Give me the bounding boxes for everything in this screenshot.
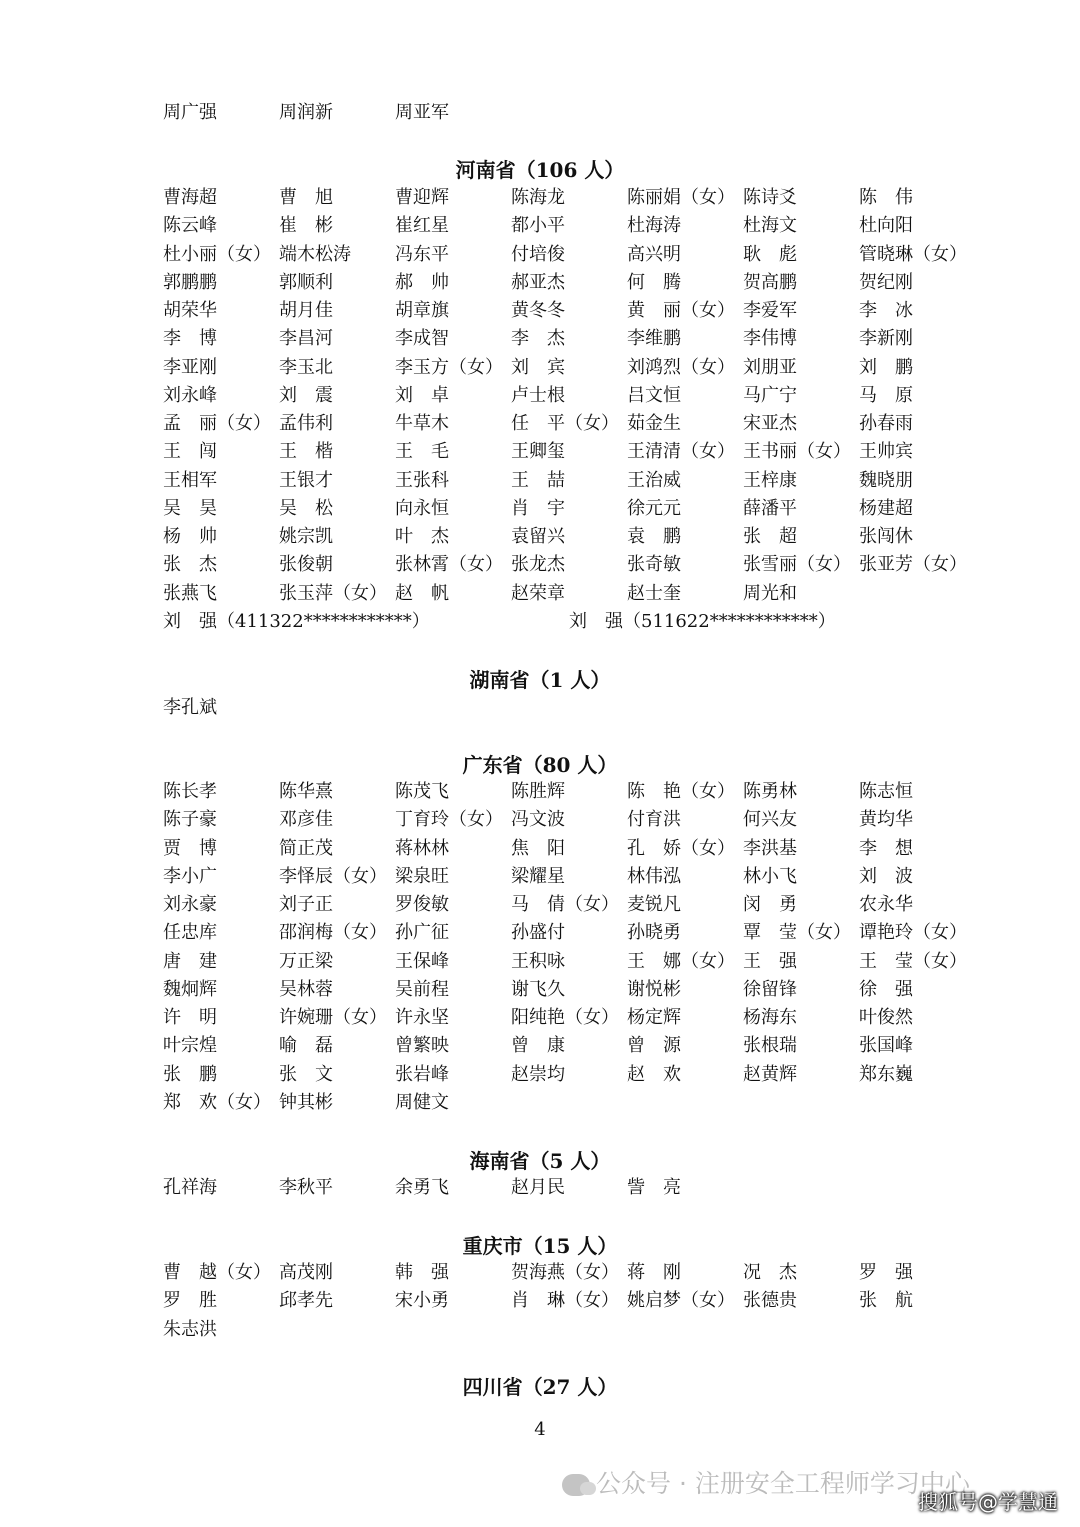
- name-row: [163, 891, 983, 919]
- name-cell: 孙晓勇: [627, 922, 681, 944]
- name-cell: 许婉珊（女）: [279, 1007, 387, 1028]
- name-cell: 张 超: [743, 526, 797, 547]
- name-cell: 吴 昊: [163, 497, 217, 519]
- name-cell: 胡章旗: [395, 300, 449, 321]
- name-cell: 陈志恒: [859, 781, 913, 802]
- name-cell: 徐留锋: [743, 978, 797, 1000]
- name-cell: 杨定辉: [627, 1007, 681, 1028]
- name-cell: 杜海涛: [627, 215, 681, 237]
- name-cell: 张俊朝: [279, 554, 333, 576]
- wechat-icon: [562, 1474, 590, 1496]
- name-cell: 李成智: [395, 328, 449, 350]
- name-cell: 杨海东: [743, 1007, 797, 1028]
- name-cell: 刘 卓: [395, 384, 449, 406]
- name-cell: 刘朋亚: [743, 356, 797, 378]
- name-cell: 王帅宾: [859, 441, 913, 463]
- name-cell: 黄冬冬: [511, 300, 565, 321]
- name-cell: 高茂刚: [279, 1262, 333, 1283]
- name-cell: 李玉北: [279, 356, 333, 378]
- name-cell: 邱孝先: [279, 1290, 333, 1312]
- name-cell: 赵士奎: [627, 582, 681, 604]
- name-row: [163, 948, 983, 976]
- name-cell: 孙广征: [395, 922, 449, 944]
- name-cell: 高兴明: [627, 243, 681, 265]
- name-cell: 叶宗煌: [163, 1035, 217, 1057]
- name-row-continued: [163, 99, 983, 127]
- name-cell: 李 想: [859, 837, 913, 859]
- name-cell: 丁育玲（女）: [395, 809, 503, 831]
- name-row: [163, 269, 983, 297]
- name-cell: 陈勇林: [743, 781, 797, 802]
- name-cell: 张根瑞: [743, 1035, 797, 1057]
- name-cell: 姚启梦（女）: [627, 1290, 735, 1312]
- name-cell: 邵润梅（女）: [279, 922, 387, 944]
- name-cell: 李玉方（女）: [395, 356, 503, 378]
- name-cell: 陈胜辉: [511, 781, 565, 802]
- name-cell: 袁 鹏: [627, 526, 681, 547]
- name-cell: 曹 旭: [279, 187, 333, 208]
- name-cell: 李 博: [163, 328, 217, 350]
- name-cell: 郑 欢（女）: [163, 1091, 271, 1113]
- name-cell: 韩 强: [395, 1262, 449, 1283]
- sohu-mark: 搜狐号@学慧通: [918, 1490, 1058, 1514]
- name-row: [163, 694, 983, 722]
- name-cell: 李昌河: [279, 328, 333, 350]
- name-cell: 赵崇均: [511, 1063, 565, 1085]
- name-cell: 王积咏: [511, 950, 565, 972]
- name-cell: 孟伟利: [279, 413, 333, 434]
- name-cell: 杜小丽（女）: [163, 243, 271, 265]
- name-row: [163, 863, 983, 891]
- name-cell: 宋小勇: [395, 1290, 449, 1312]
- page-number: 4: [534, 1419, 546, 1440]
- name-cell: 孙盛付: [511, 922, 565, 944]
- name-cell: 王 喆: [511, 469, 565, 491]
- name-cell: 付培俊: [511, 243, 565, 265]
- name-row: [163, 580, 983, 608]
- name-cell: 贾 博: [163, 837, 217, 859]
- name-cell: 李亚刚: [163, 356, 217, 378]
- name-cell: 陈 艳（女）: [627, 781, 735, 802]
- name-cell: 崔红星: [395, 215, 449, 237]
- name-cell: 黄均华: [859, 809, 913, 831]
- name-cell: 梁泉旺: [395, 865, 449, 887]
- section-heading: 重庆市（15 人）: [462, 1234, 618, 1258]
- name-cell: 张闯休: [859, 526, 913, 547]
- name-cell: 赵黄辉: [743, 1063, 797, 1085]
- name-cell: 陈茂飞: [395, 781, 449, 802]
- name-cell: 端木松涛: [279, 243, 351, 265]
- name-cell: 梁耀星: [511, 865, 565, 887]
- name-cell: 冯东平: [395, 243, 449, 265]
- name-cell: 张燕飞: [163, 582, 217, 604]
- name-row: [163, 495, 983, 523]
- name-cell: 王治威: [627, 469, 681, 491]
- name-row: [163, 1004, 983, 1032]
- name-cell: 胡月佳: [279, 300, 333, 321]
- name-row: [163, 241, 983, 269]
- name-cell: 林伟泓: [627, 865, 681, 887]
- name-cell: 王 莹（女）: [859, 950, 967, 972]
- name-cell: 郭顺利: [279, 271, 333, 293]
- name-row: [163, 184, 983, 212]
- name-cell: 王梓康: [743, 469, 797, 491]
- name-cell: 马广宁: [743, 384, 797, 406]
- name-cell: 刘子正: [279, 894, 333, 915]
- name-cell: 李孔斌: [163, 697, 217, 718]
- name-cell: 谢悦彬: [627, 978, 681, 1000]
- name-cell: 曹迎辉: [395, 187, 449, 208]
- name-cell: 覃 莹（女）: [743, 922, 851, 944]
- name-cell: 李伟博: [743, 328, 797, 350]
- name-cell: 蒋林林: [395, 837, 449, 859]
- name-cell: 贺海燕（女）: [511, 1262, 619, 1283]
- name-cell: 王保峰: [395, 950, 449, 972]
- name-cell: 马 原: [859, 384, 913, 406]
- name-cell: 赵 帆: [395, 582, 449, 604]
- name-cell: 李小广: [163, 865, 217, 887]
- name-cell: 周亚军: [395, 102, 449, 123]
- name-cell: 张龙杰: [511, 554, 565, 576]
- name-cell: 张国峰: [859, 1035, 913, 1057]
- name-cell: 刘永峰: [163, 384, 217, 406]
- name-cell: 魏炯辉: [163, 978, 217, 1000]
- name-cell: 张 杰: [163, 554, 217, 576]
- name-cell: 曹 越（女）: [163, 1262, 271, 1283]
- name-cell: 张德贵: [743, 1290, 797, 1312]
- name-cell: 王 娜（女）: [627, 950, 735, 972]
- name-row: [163, 1287, 983, 1315]
- name-cell: 王银才: [279, 469, 333, 491]
- name-cell: 刘 宾: [511, 356, 565, 378]
- name-cell: 许永坚: [395, 1007, 449, 1028]
- name-cell: 刘永豪: [163, 894, 217, 915]
- name-row: [163, 438, 983, 466]
- name-cell: 肖 琳（女）: [511, 1290, 619, 1312]
- section-heading: 广东省（80 人）: [462, 753, 618, 777]
- name-cell: 农永华: [859, 894, 913, 915]
- name-cell: 孙春雨: [859, 413, 913, 434]
- name-cell: 赵荣章: [511, 582, 565, 604]
- name-cell: 邓彦佳: [279, 809, 333, 831]
- name-cell: 焦 阳: [511, 837, 565, 859]
- name-cell: 訾 亮: [627, 1177, 681, 1198]
- name-cell: 陈丽娟（女）: [627, 187, 735, 208]
- name-cell: 张奇敏: [627, 554, 681, 576]
- name-cell: 刘 鹏: [859, 356, 913, 378]
- name-cell: 冯文波: [511, 809, 565, 831]
- name-cell: 王书丽（女）: [743, 441, 851, 463]
- name-cell: 管晓琳（女）: [859, 243, 967, 265]
- name-cell: 刘鸿烈（女）: [627, 356, 735, 378]
- name-row: [163, 410, 983, 438]
- name-row: [163, 1032, 983, 1060]
- name-cell: 吴 松: [279, 497, 333, 519]
- name-cell: 魏晓朋: [859, 469, 913, 491]
- section-heading: 四川省（27 人）: [462, 1375, 618, 1399]
- name-cell: 曾繁映: [395, 1035, 449, 1057]
- name-cell: 王相军: [163, 469, 217, 491]
- name-cell: 赵 欢: [627, 1063, 681, 1085]
- name-cell: 叶 杰: [395, 526, 449, 547]
- name-cell: 张林霄（女）: [395, 554, 503, 576]
- name-cell: 罗 胜: [163, 1290, 217, 1312]
- name-cell: 周广强: [163, 102, 217, 123]
- name-cell: 喻 磊: [279, 1035, 333, 1057]
- section-heading: 河南省（106 人）: [455, 158, 625, 182]
- name-row: [163, 467, 983, 495]
- name-cell: 郝亚杰: [511, 271, 565, 293]
- name-cell: 曾 源: [627, 1035, 681, 1057]
- name-cell: 茹金生: [627, 413, 681, 434]
- name-cell: 蒋 刚: [627, 1262, 681, 1283]
- name-cell: 崔 彬: [279, 215, 333, 237]
- name-row: [163, 806, 983, 834]
- name-cell: 王 毛: [395, 441, 449, 463]
- name-cell: 张 文: [279, 1063, 333, 1085]
- name-cell: 袁留兴: [511, 526, 565, 547]
- name-row: [163, 354, 983, 382]
- name-row: [163, 551, 983, 579]
- watermark: [562, 1466, 970, 1502]
- name-row: [163, 1061, 983, 1089]
- name-cell: 陈 伟: [859, 187, 913, 208]
- name-cell: 孔祥海: [163, 1177, 217, 1198]
- name-cell: 王 闯: [163, 441, 217, 463]
- name-cell: 张 鹏: [163, 1063, 217, 1085]
- name-row-extra: [163, 608, 983, 636]
- name-cell: 宋亚杰: [743, 413, 797, 434]
- name-cell: 吴林蓉: [279, 978, 333, 1000]
- name-row: [163, 835, 983, 863]
- name-cell: 张亚芳（女）: [859, 554, 967, 576]
- name-cell: 胡荣华: [163, 300, 217, 321]
- name-cell: 唐 建: [163, 950, 217, 972]
- name-cell: 吴前程: [395, 978, 449, 1000]
- name-cell: 耿 彪: [743, 243, 797, 265]
- name-cell: 周健文: [395, 1091, 449, 1113]
- name-row: [163, 212, 983, 240]
- name-cell: 陈海龙: [511, 187, 565, 208]
- name-cell: 钟其彬: [279, 1091, 333, 1113]
- watermark-text: 公众号 · 注册安全工程师学习中心: [596, 1469, 970, 1498]
- name-cell: 叶俊然: [859, 1007, 913, 1028]
- name-cell: 卢士根: [511, 384, 565, 406]
- name-cell: 郑东巍: [859, 1063, 913, 1085]
- name-cell: 郭鹏鹏: [163, 271, 217, 293]
- name-cell: 张 航: [859, 1290, 913, 1312]
- name-cell: 李新刚: [859, 328, 913, 350]
- name-cell: 麦锐凡: [627, 894, 681, 915]
- name-cell: 周润新: [279, 102, 333, 123]
- name-cell: 孟 丽（女）: [163, 413, 271, 434]
- name-cell-with-id: 刘 强（511622************）: [569, 610, 836, 632]
- name-row: [163, 1089, 983, 1117]
- name-row: [163, 325, 983, 353]
- name-cell: 徐 强: [859, 978, 913, 1000]
- name-cell: 张雪丽（女）: [743, 554, 851, 576]
- name-cell: 张玉萍（女）: [279, 582, 387, 604]
- name-cell: 林小飞: [743, 865, 797, 887]
- name-cell: 曹海超: [163, 187, 217, 208]
- name-cell: 李 杰: [511, 328, 565, 350]
- name-cell: 罗 强: [859, 1262, 913, 1283]
- name-cell: 贺高鹏: [743, 271, 797, 293]
- name-cell: 李爱军: [743, 300, 797, 321]
- name-cell: 赵月民: [511, 1177, 565, 1198]
- name-cell: 王清清（女）: [627, 441, 735, 463]
- name-cell: 朱志洪: [163, 1318, 217, 1340]
- name-cell: 李洪基: [743, 837, 797, 859]
- name-cell: 杨 帅: [163, 526, 217, 547]
- name-cell: 谢飞久: [511, 978, 565, 1000]
- name-row: [163, 778, 983, 806]
- name-cell: 周光和: [743, 582, 797, 604]
- name-cell: 黄 丽（女）: [627, 300, 735, 321]
- name-cell: 王 楷: [279, 441, 333, 463]
- section-heading: 湖南省（1 人）: [469, 668, 611, 692]
- name-cell: 贺纪刚: [859, 271, 913, 293]
- name-cell: 马 倩（女）: [511, 894, 619, 915]
- name-row: [163, 382, 983, 410]
- name-cell: 刘 震: [279, 384, 333, 406]
- name-cell: 阳纯艳（女）: [511, 1007, 619, 1028]
- name-cell: 闵 勇: [743, 894, 797, 915]
- name-cell: 吕文恒: [627, 384, 681, 406]
- name-cell: 姚宗凯: [279, 526, 333, 547]
- name-cell: 薛潘平: [743, 497, 797, 519]
- name-cell: 李怿辰（女）: [279, 865, 387, 887]
- name-cell: 李维鹏: [627, 328, 681, 350]
- name-cell: 杜海文: [743, 215, 797, 237]
- name-cell: 何兴友: [743, 809, 797, 831]
- name-cell: 罗俊敏: [395, 894, 449, 915]
- name-row: [163, 1174, 983, 1202]
- name-cell: 陈诗爻: [743, 187, 797, 208]
- name-cell: 陈长孝: [163, 781, 217, 802]
- name-cell: 许 明: [163, 1007, 217, 1028]
- name-cell: 李秋平: [279, 1177, 333, 1198]
- name-cell: 陈云峰: [163, 215, 217, 237]
- section-heading: 海南省（5 人）: [469, 1149, 611, 1173]
- name-row: [163, 1259, 983, 1287]
- name-cell: 陈华熹: [279, 781, 333, 802]
- name-cell: 牛草木: [395, 413, 449, 434]
- name-row: [163, 1316, 983, 1344]
- name-cell: 郝 帅: [395, 271, 449, 293]
- name-row: [163, 297, 983, 325]
- name-cell: 张岩峰: [395, 1063, 449, 1085]
- name-cell: 刘 波: [859, 865, 913, 887]
- name-cell: 李 冰: [859, 300, 913, 321]
- name-cell: 杨建超: [859, 497, 913, 519]
- name-cell: 付育洪: [627, 809, 681, 831]
- name-cell: 都小平: [511, 215, 565, 237]
- name-cell: 况 杰: [743, 1262, 797, 1283]
- name-cell: 曾 康: [511, 1035, 565, 1057]
- name-cell: 杜向阳: [859, 215, 913, 237]
- name-cell: 任忠库: [163, 922, 217, 944]
- name-cell: 王卿玺: [511, 441, 565, 463]
- name-cell: 肖 宇: [511, 497, 565, 519]
- name-cell: 万正梁: [279, 950, 333, 972]
- name-cell: 余勇飞: [395, 1177, 449, 1198]
- name-cell: 孔 娇（女）: [627, 837, 735, 859]
- name-row: [163, 919, 983, 947]
- name-cell: 陈子豪: [163, 809, 217, 831]
- name-cell: 王 强: [743, 950, 797, 972]
- name-cell: 王张科: [395, 469, 449, 491]
- name-row: [163, 976, 983, 1004]
- name-cell: 徐元元: [627, 497, 681, 519]
- name-cell: 简正茂: [279, 837, 333, 859]
- name-row: [163, 523, 983, 551]
- name-cell: 任 平（女）: [511, 413, 619, 434]
- name-cell-with-id: 刘 强（411322************）: [163, 610, 430, 632]
- name-cell: 向永恒: [395, 497, 449, 519]
- name-cell: 谭艳玲（女）: [859, 922, 967, 944]
- name-cell: 何 腾: [627, 271, 681, 293]
